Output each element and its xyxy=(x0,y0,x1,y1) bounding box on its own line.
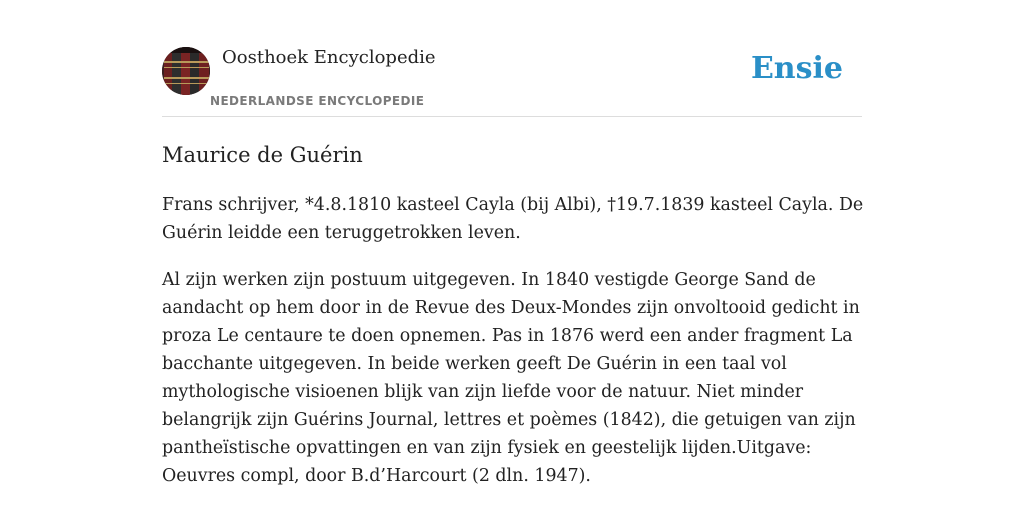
site-subtitle: NEDERLANDSE ENCYCLOPEDIE xyxy=(210,94,425,108)
avatar[interactable] xyxy=(162,47,210,95)
article-paragraph: Frans schrijver, *4.8.1810 kasteel Cayla (bij Albi), †19.7.1839 kasteel Cayla. De Guérin leidde een teruggetrokken leven. xyxy=(162,195,864,243)
site-header xyxy=(162,46,862,117)
article xyxy=(162,141,866,509)
book-spines-icon xyxy=(162,47,210,95)
site-title[interactable]: Oosthoek Encyclopedie xyxy=(222,47,436,68)
article-paragraph: Al zijn werken zijn postuum uitgegeven. In 1840 vestigde George Sand de aandacht op hem door in de Revue des Deux-Mondes zijn onvoltooid gedicht in proza Le centaure te doen opnemen. Pas in 1876 werd een ander fragment La bacchante uitgegeven. In beide werken geeft De Guérin in een taal vol mythologische visioenen blijk van zijn liefde voor de natuur. Niet minder belangrijk zijn Guérins Journal, lettres et poèmes (1842), die getuigen van zijn pantheïstische opvattingen en van zijn fysiek en geestelijk lijden.Uitgave: Oeuvres compl, door B.d’Harcourt (2 dln. 1947). xyxy=(162,270,860,486)
article-title: Maurice de Guérin xyxy=(162,143,363,167)
brand-logo[interactable]: Ensie xyxy=(750,51,843,86)
